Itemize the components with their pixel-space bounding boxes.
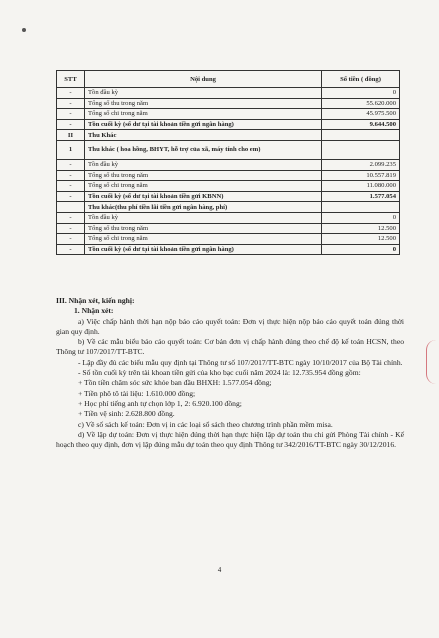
paragraph: - Lập đầy đủ các biểu mẫu quy định tại Thông tư số 107/2017/TT-BTC ngày 10/10/2017 của Bộ Tài chính. <box>78 357 403 367</box>
remarks-section <box>56 296 404 450</box>
cell-stt: 1 <box>57 140 85 159</box>
table-row <box>57 191 400 202</box>
cell-stt: - <box>57 109 85 120</box>
table-row <box>57 234 400 245</box>
cell-content: Thu khác ( hoa hồng, BHYT, hỗ trợ của xã, máy tính cho em) <box>85 140 322 159</box>
table-row <box>57 130 400 141</box>
cell-stt <box>57 202 85 213</box>
cell-content: Tổng số chi trong năm <box>85 181 322 192</box>
bullet-item: + Tiền phô tô tài liệu: 1.610.000 đồng; <box>78 388 196 398</box>
paragraph-list <box>56 317 404 451</box>
table-body <box>57 88 400 255</box>
cell-stt: - <box>57 212 85 223</box>
cell-content: Tồn đầu kỳ <box>85 88 322 99</box>
cell-content: Tồn đầu kỳ <box>85 212 322 223</box>
section-title: III. Nhận xét, kiến nghị: <box>56 296 135 305</box>
table-row <box>57 244 400 255</box>
cell-content: Tồn đầu kỳ <box>85 159 322 170</box>
paragraph: - Số tồn cuối kỳ trên tài khoan tiền gửi của kho bạc cuối năm 2024 là: 12.735.954 đồng gồm: <box>78 368 361 378</box>
table-row <box>57 159 400 170</box>
header-stt: STT <box>57 71 85 88</box>
cell-stt: - <box>57 181 85 192</box>
bullet-item: + Tồn tiền chăm sóc sức khỏe ban đầu BHXH: 1.577.054 đồng; <box>78 378 272 388</box>
cell-content: Tồn cuối kỳ (số dư tại tài khoản tiền gửi ngân hàng) <box>85 119 322 130</box>
bullet-item: + Học phí tiếng anh tự chọn lớp 1, 2: 6.920.100 đồng; <box>78 398 242 408</box>
cell-amount: 9.644.500 <box>322 119 400 130</box>
paragraph: a) Việc chấp hành thời hạn nộp báo cáo quyết toán: Đơn vị thực hiện nộp báo cáo quyết toán đúng thời gian quy định. <box>56 316 404 336</box>
cell-stt: - <box>57 234 85 245</box>
cell-amount: 10.557.819 <box>322 170 400 181</box>
cell-amount: 2.099.235 <box>322 159 400 170</box>
cell-amount: 0 <box>322 212 400 223</box>
table-row <box>57 202 400 213</box>
red-stamp-edge <box>426 340 439 384</box>
cell-content: Tổng số thu trong năm <box>85 223 322 234</box>
corner-dot <box>22 28 26 32</box>
cell-amount: 1.577.054 <box>322 191 400 202</box>
cell-content: Tồn cuối kỳ (số dư tại tài khoản tiền gửi ngân hàng) <box>85 244 322 255</box>
cell-amount <box>322 202 400 213</box>
cell-stt: - <box>57 244 85 255</box>
cell-content: Tồn cuối kỳ (số dư tại tài khoản tiền gửi KBNN) <box>85 191 322 202</box>
cell-stt: - <box>57 223 85 234</box>
table-row <box>57 212 400 223</box>
paragraph: b) Về các mẫu biểu báo cáo quyết toán: Cơ bản đơn vị chấp hành đúng theo chế độ kế toán HCSN, theo Thông tư 107/2017/TT-BTC. <box>56 337 404 357</box>
cell-amount: 55.620.000 <box>322 98 400 109</box>
header-amount: Số tiền ( đồng) <box>322 71 400 88</box>
table-row <box>57 223 400 234</box>
cell-stt: - <box>57 159 85 170</box>
paragraph: d) Về lập dự toán: Đơn vị thực hiện đúng thời hạn thực hiện lập dự toán thu chi gửi Phòng Tài chính - Kế hoạch theo quy định, đơn vị lập đúng mẫu dự toán theo quy định Thông tư 342/2016/TT-BTC ngày 30/12/2016. <box>56 429 404 450</box>
cell-content: Tổng số chi trong năm <box>85 234 322 245</box>
cell-content: Tổng số thu trong năm <box>85 98 322 109</box>
cell-stt: - <box>57 119 85 130</box>
cell-amount <box>322 130 400 141</box>
cell-content: Tổng số thu trong năm <box>85 170 322 181</box>
table-row <box>57 88 400 99</box>
cell-stt: II <box>57 130 85 141</box>
cell-amount: 0 <box>322 88 400 99</box>
table-row <box>57 170 400 181</box>
table-row <box>57 109 400 120</box>
table-row <box>57 119 400 130</box>
table-row <box>57 98 400 109</box>
budget-table <box>56 70 400 255</box>
sub-title: 1. Nhận xét: <box>74 306 114 316</box>
cell-stt: - <box>57 191 85 202</box>
paragraph: c) Về số sách kế toán: Đơn vị in các loại sổ sách theo chương trình phần mềm misa. <box>78 419 333 429</box>
bullet-item: + Tiền vệ sinh: 2.628.800 đồng. <box>78 409 175 419</box>
page-number: 4 <box>217 566 222 574</box>
cell-content: Tổng số chi trong năm <box>85 109 322 120</box>
table-header-row <box>57 71 400 88</box>
cell-stt: - <box>57 88 85 99</box>
cell-amount: 11.080.000 <box>322 181 400 192</box>
table-row <box>57 140 400 159</box>
cell-amount <box>322 140 400 159</box>
cell-stt: - <box>57 98 85 109</box>
cell-amount: 45.975.500 <box>322 109 400 120</box>
cell-content: Thu Khác <box>85 130 322 141</box>
cell-amount: 12.500 <box>322 223 400 234</box>
cell-amount: 12.500 <box>322 234 400 245</box>
table-row <box>57 181 400 192</box>
cell-stt: - <box>57 170 85 181</box>
cell-content: Thu khác(thu phí tiền lãi tiền gửi ngân hàng, phí) <box>85 202 322 213</box>
header-content: Nội dung <box>85 71 322 88</box>
cell-amount: 0 <box>322 244 400 255</box>
